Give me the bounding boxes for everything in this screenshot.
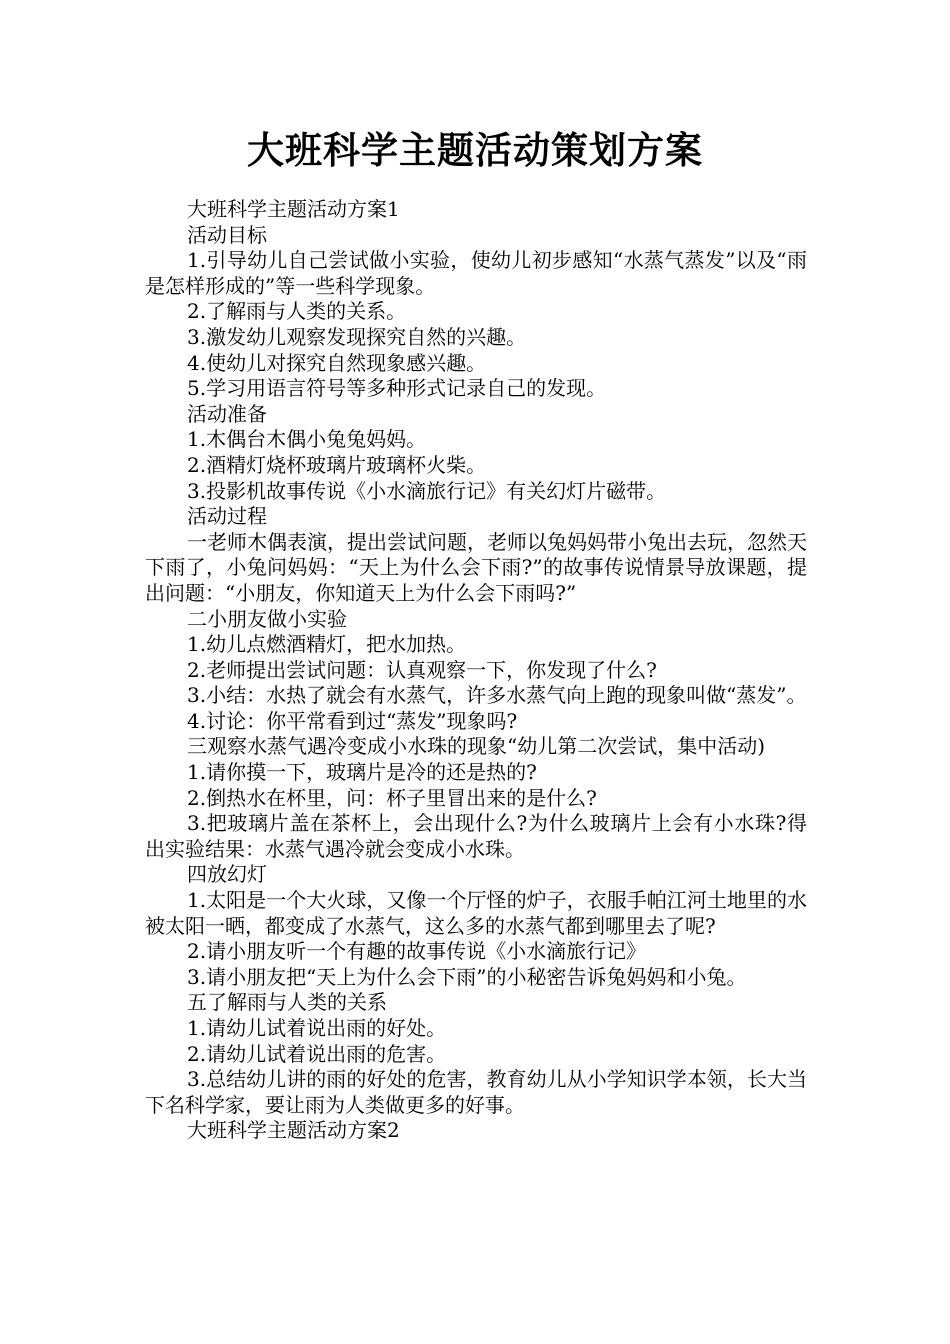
paragraph: 大班科学主题活动方案2 [187,1118,400,1143]
document-body [145,197,807,1144]
paragraph: 二小朋友做小实验 [187,606,347,631]
paragraph: 4.使幼儿对探究自然现象感兴趣。 [187,350,487,375]
paragraph: 活动准备 [187,401,267,426]
paragraph: 3.投影机故事传说《小水滴旅行记》有关幻灯片磁带。 [187,478,667,503]
paragraph: 3.把玻璃片盖在茶杯上，会出现什么?为什么玻璃片上会有小水珠?得出实验结果：水蒸气遇冷就会变成小水珠。 [145,811,807,861]
paragraph: 4.讨论：你平常看到过“蒸发”现象吗? [187,708,518,733]
paragraph: 1.木偶台木偶小兔兔妈妈。 [187,427,427,452]
paragraph: 2.了解雨与人类的关系。 [187,299,407,324]
paragraph: 5.学习用语言符号等多种形式记录自己的发现。 [187,376,607,401]
paragraph: 3.总结幼儿讲的雨的好处的危害，教育幼儿从小学知识学本领，长大当下名科学家，要让雨为人类做更多的好事。 [145,1067,807,1117]
paragraph: 活动目标 [187,222,267,247]
paragraph: 3.激发幼儿观察发现探究自然的兴趣。 [187,324,527,349]
paragraph: 1.太阳是一个大火球，又像一个厅怪的炉子，衣服手帕江河土地里的水被太阳一晒，都变成了水蒸气，这么多的水蒸气都到哪里去了呢? [145,888,807,938]
paragraph: 2.请小朋友听一个有趣的故事传说《小水滴旅行记》 [187,939,647,964]
paragraph: 1.请幼儿试着说出雨的好处。 [187,1016,447,1040]
paragraph: 四放幻灯 [187,862,267,887]
paragraph: 活动过程 [187,504,267,529]
paragraph: 3.请小朋友把“天上为什么会下雨”的小秘密告诉兔妈妈和小兔。 [187,964,747,989]
paragraph: 大班科学主题活动方案1 [187,197,400,221]
paragraph: 1.幼儿点燃酒精灯，把水加热。 [187,632,467,657]
paragraph: 1.请你摸一下，玻璃片是冷的还是热的? [187,760,537,785]
paragraph: 2.老师提出尝试问题：认真观察一下，你发现了什么? [187,657,657,682]
paragraph: 1.引导幼儿自己尝试做小实验，使幼儿初步感知“水蒸气蒸发”以及“雨是怎样形成的”等一些科学现象。 [145,248,807,298]
paragraph: 2.酒精灯烧杯玻璃片玻璃杯火柴。 [187,452,487,477]
paragraph: 2.倒热水在杯里，问：杯子里冒出来的是什么? [187,785,597,810]
paragraph: 五了解雨与人类的关系 [187,990,387,1015]
paragraph: 3.小结：水热了就会有水蒸气，许多水蒸气向上跑的现象叫做“蒸发”。 [187,683,807,708]
paragraph: 2.请幼儿试着说出雨的危害。 [187,1041,447,1066]
paragraph: 三观察水蒸气遇冷变成小水珠的现象“幼儿第二次尝试，集中活动) [187,734,766,759]
paragraph: 一老师木偶表演，提出尝试问题，老师以兔妈妈带小兔出去玩，忽然天下雨了，小兔问妈妈：“天上为什么会下雨?”的故事传说情景导放课题，提出问题：“小朋友，你知道天上为什么会下雨吗?” [145,529,807,605]
document-title: 大班科学主题活动策划方案 [247,129,703,172]
